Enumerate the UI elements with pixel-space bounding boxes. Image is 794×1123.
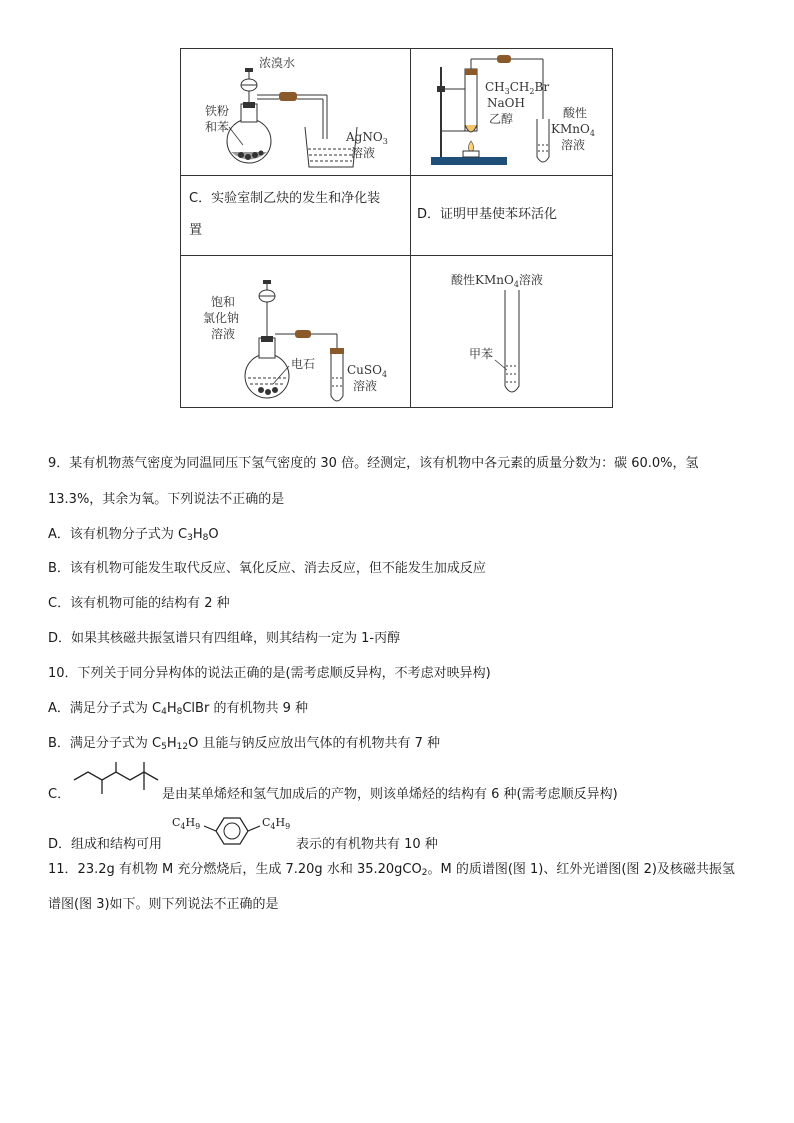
label-solution-1: 溶液 bbox=[351, 146, 376, 160]
q9-option-c: C．该有机物可能的结构有 2 种 bbox=[48, 596, 230, 611]
apparatus-table bbox=[180, 48, 613, 408]
label-solution-4: 溶液 bbox=[353, 379, 378, 393]
q10-option-c-text: 是由某单烯烃和氢气加成后的产物，则该单烯烃的结构有 6 种(需考虑顺反异构) bbox=[162, 787, 618, 802]
cell-option-d bbox=[411, 176, 612, 255]
bromination-apparatus-diagram bbox=[181, 49, 410, 175]
option-c-line2: 置 bbox=[189, 223, 203, 238]
q11-line1: 11．23.2g 有机物 M 充分燃烧后，生成 7.20g 水和 35.20gCO$_2$。M 的质谱图(图 1)、红外光谱图(图 2)及核磁共振氢 bbox=[48, 862, 735, 878]
label-agno3: AgNO$_3$ bbox=[346, 130, 388, 146]
cell-elimination-apparatus bbox=[411, 49, 612, 175]
q9-option-a: A．该有机物分子式为 $C_3H_8O$ bbox=[48, 527, 219, 543]
label-solution-3: 溶液 bbox=[211, 327, 236, 341]
label-iron-powder: 铁粉 bbox=[205, 104, 230, 118]
q10-option-c-label: C． bbox=[48, 787, 71, 802]
cell-bromination-apparatus bbox=[181, 49, 410, 175]
q10-stem: 10．下列关于同分异构体的说法正确的是(需考虑顺反异构，不考虑对映异构) bbox=[48, 666, 491, 681]
svg-text:C4H9: $C_4H_9$ bbox=[262, 816, 291, 831]
label-ethanol: 乙醇 bbox=[489, 112, 514, 126]
cell-option-c bbox=[181, 176, 410, 255]
label-acidic-kmno4-solution: 酸性KMnO$_4$溶液 bbox=[451, 273, 543, 289]
q10-option-b: B．满足分子式为 $C_5H_{12}O$ 且能与钠反应放出气体的有机物共有 7 种 bbox=[48, 736, 441, 752]
label-solution-2: 溶液 bbox=[561, 138, 586, 152]
label-naoh: NaOH bbox=[487, 96, 525, 110]
option-c-line1: C．实验室制乙炔的发生和净化装 bbox=[189, 191, 381, 206]
acetylene-apparatus-diagram bbox=[181, 256, 410, 407]
cell-toluene-test bbox=[411, 256, 612, 407]
label-and-benzene: 和苯 bbox=[205, 120, 230, 134]
q11-line2: 谱图(图 3)如下。则下列说法不正确的是 bbox=[48, 897, 279, 912]
label-saturated: 饱和 bbox=[211, 295, 236, 309]
label-acidic: 酸性 bbox=[563, 106, 588, 120]
svg-text:C4H9: $C_4H_9$ bbox=[172, 816, 201, 831]
label-calcium-carbide: 电石 bbox=[291, 357, 316, 371]
skeletal-alkane-structure bbox=[72, 760, 162, 800]
q10-option-d-post: 表示的有机物共有 10 种 bbox=[296, 837, 438, 852]
label-bromine-water: 浓溴水 bbox=[259, 56, 296, 70]
q9-option-d: D．如果其核磁共振氢谱只有四组峰，则其结构一定为 1-丙醇 bbox=[48, 631, 401, 646]
q9-option-b: B．该有机物可能发生取代反应、氧化反应、消去反应，但不能发生加成反应 bbox=[48, 561, 486, 576]
cell-acetylene-apparatus bbox=[181, 256, 410, 407]
disubstituted-benzene-structure bbox=[168, 812, 294, 854]
label-toluene: 甲苯 bbox=[469, 347, 494, 361]
q10-option-a: A．满足分子式为 $C_4H_8ClBr$ 的有机物共 9 种 bbox=[48, 701, 308, 717]
q9-stem-line1: 9．某有机物蒸气密度为同温同压下氢气密度的 30 倍。经测定，该有机物中各元素的质量分数为：碳 60.0%，氢 bbox=[48, 456, 699, 471]
elimination-apparatus-diagram bbox=[411, 49, 612, 175]
label-kmno4: KMnO$_4$ bbox=[551, 122, 595, 138]
label-bromoethane: $CH_3CH_2Br$ bbox=[485, 80, 550, 96]
q10-option-d-pre: D．组成和结构可用 bbox=[48, 837, 163, 852]
label-cuso4: CuSO$_4$ bbox=[347, 363, 388, 379]
label-sodium-chloride: 氯化钠 bbox=[203, 311, 240, 325]
q9-stem-line2: 13.3%，其余为氧。下列说法不正确的是 bbox=[48, 492, 285, 507]
option-d-text: D．证明甲基使苯环活化 bbox=[417, 207, 558, 222]
toluene-test-diagram bbox=[411, 256, 612, 407]
